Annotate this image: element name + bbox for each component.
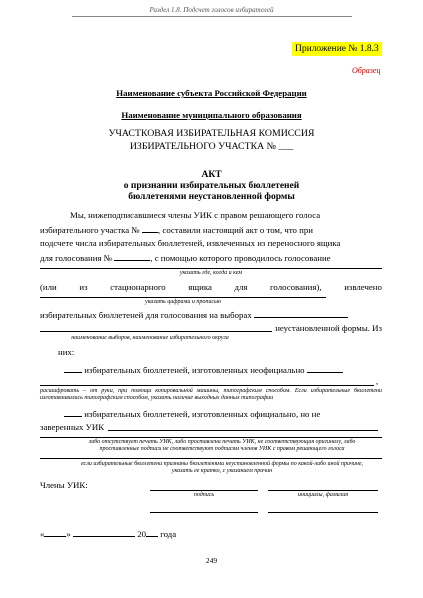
- item-1-method-blank: [307, 362, 343, 373]
- sample-label: Образец: [352, 66, 381, 75]
- item-1-comma: ,: [376, 376, 379, 386]
- day-blank: [44, 526, 66, 537]
- hint-signature: подпись: [193, 492, 215, 498]
- date-line: [40, 526, 176, 541]
- hint-where: указать где, когда и кем: [179, 270, 243, 276]
- page-number: 249: [205, 556, 218, 565]
- body-line-8: [40, 307, 382, 322]
- body-line-3: подсчете числа избирательных бюллетеней, извлеченных из переносного ящика: [40, 238, 341, 248]
- item-1-count-blank: [64, 362, 82, 373]
- text-segment: для: [234, 282, 248, 292]
- header-divider: [72, 16, 352, 17]
- appendix-label: Приложение № 1.8.3: [292, 42, 382, 56]
- text-segment: «: [40, 529, 45, 539]
- act-title: АКТ: [201, 170, 222, 180]
- item-2-blank: [108, 420, 378, 431]
- signature-line-1: [150, 490, 258, 491]
- text-segment: »: [66, 529, 71, 539]
- body-line-1: Мы, нижеподписавшиеся члены УИК с правом решающего голоса: [70, 210, 321, 220]
- body-line-4: [40, 250, 382, 265]
- text-segment: , с помощью которого проводилось голосование: [150, 253, 331, 263]
- item-2: [64, 406, 382, 421]
- item-2-line-2: [40, 420, 382, 434]
- text-segment: голосования),: [270, 282, 322, 292]
- other-reason-line: [40, 458, 382, 459]
- stamp-line: [40, 437, 382, 438]
- year-blank: [146, 526, 158, 537]
- name-line-2: [268, 512, 378, 513]
- act-subtitle-2: бюллетенями неустановленной формы: [128, 192, 295, 202]
- decipher-line: [40, 385, 374, 386]
- act-heading: [0, 170, 423, 203]
- text-segment: , составили настоящий акт о том, что при: [158, 225, 313, 235]
- members-label: Члены УИК:: [40, 480, 88, 490]
- act-subtitle-1: о признании избирательных бюллетеней: [123, 181, 300, 191]
- hint-other: если избирательные бюллетени признаны бюллетенями неустановленной формы по какой-либо иной причине, указать ее кратко, с указанием причин: [80, 461, 364, 474]
- elections-blank: [254, 307, 348, 318]
- hint-stamp: либо отсутствует печать УИК, либо проставлена печать УИК, не соответствующая оригиналу, либо проставленные подписи не соответствуют подписям членов УИК с правом решающего голоса: [88, 439, 356, 452]
- hint-elections: наименование выборов, наименование избирательного округа: [71, 335, 229, 341]
- where-when-line: [40, 268, 382, 269]
- text-segment: ящика: [188, 282, 212, 292]
- text-segment: года: [160, 529, 177, 539]
- name-line-1: [268, 490, 378, 491]
- running-header: Раздел 1.8. Подсчет голосов избирателей: [149, 6, 274, 14]
- text-segment: (или: [40, 282, 57, 292]
- text-segment: извлечено: [344, 282, 382, 292]
- signature-line-2: [150, 512, 258, 513]
- text-segment: из: [79, 282, 88, 292]
- section-number-blank: [142, 222, 158, 233]
- item-1: [64, 362, 382, 377]
- text-segment: избирательных бюллетеней, изготовленных неофициально: [84, 365, 305, 375]
- body-line-10: них:: [58, 347, 75, 357]
- text-segment: неустановленной формы. Из: [275, 323, 382, 333]
- municipality-title: Наименование муниципального образования: [121, 110, 302, 120]
- body-line-9: [40, 321, 382, 335]
- text-segment: избирательных бюллетеней, изготовленных официально, но не: [84, 409, 321, 419]
- subject-title: Наименование субъекта Российской Федерации: [116, 88, 307, 98]
- ballot-box-number-blank: [114, 250, 150, 261]
- month-blank: [73, 526, 135, 537]
- commission-line-1: УЧАСТКОВАЯ ИЗБИРАТЕЛЬНАЯ КОМИССИЯ: [108, 128, 315, 139]
- hint-digits: указать цифрами и прописью: [145, 299, 221, 305]
- commission-line-2: ИЗБИРАТЕЛЬНОГО УЧАСТКА № ___: [129, 141, 294, 152]
- elections-name-blank: [40, 321, 272, 332]
- hint-name: инициалы, фамилия: [297, 492, 349, 498]
- commission-heading: [0, 127, 423, 153]
- body-line-6: [40, 280, 382, 294]
- text-segment: избирательного участка №: [40, 225, 140, 235]
- text-segment: 20: [137, 529, 147, 539]
- text-segment: для голосования №: [40, 253, 113, 263]
- item-2-count-blank: [64, 406, 82, 417]
- count-line: [40, 297, 326, 298]
- text-segment: стационарного: [110, 282, 166, 292]
- text-segment: избирательных бюллетеней для голосования на выборах: [40, 310, 252, 320]
- body-line-2: [40, 222, 382, 237]
- text-segment: заверенных УИК: [40, 422, 105, 432]
- hint-decipher: расшифровать – от руки, при помощи копировальной машины, типографским способом. Если избирательные бюллетени изготавливались типографским способом, указать наличие выходных данных типографии: [40, 388, 382, 401]
